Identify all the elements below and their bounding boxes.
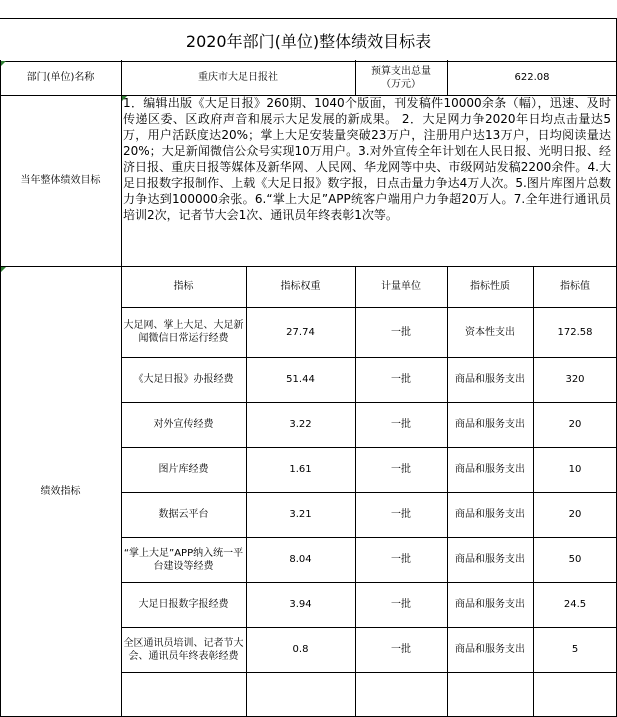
dept-label: 部门(单位)名称 bbox=[26, 72, 95, 83]
table-row-unit: 一批 bbox=[391, 326, 411, 338]
table-row-unit: 一批 bbox=[391, 464, 411, 475]
column-header-indicator: 指标 bbox=[173, 281, 194, 292]
goal-text: 1．编辑出版《大足日报》260期、1040个版面，刊发稿件10000余条（幅），迅速、及时传递区委、区政府声音和展示大足发展的新成果。 2．大足网力争2020年日均点击量达5万，用户活跃度达20%；掌上大足安装量突破23万户，注册用户达13万户，日均阅读量达20%；大足新闻微信公众号实现10万用户。3.对外宣传全年计划在人民日报、光明日报、经济日报、重庆日报等媒体及新华网、人民网、华龙网等中央、市级网站发稿2200余件。4.大足日报数字报制作、上载《大足日报》数字报，日点击量力争达4万人次。5.图片库图片总数力争达到100000余张。6.“掌上大足”APP统客户端用户力争超20万人。7.全年进行通讯员培训2次，记者节大会1次、通讯员年终表彰1次等。 bbox=[123, 96, 611, 222]
table-row-nature: 商品和服务支出 bbox=[455, 509, 525, 520]
table-row-nature: 商品和服务支出 bbox=[455, 464, 525, 475]
page-title: 2020年部门(单位)整体绩效目标表 bbox=[0, 18, 617, 62]
table-row-nature: 商品和服务支出 bbox=[455, 419, 525, 430]
budget-value: 622.08 bbox=[514, 72, 550, 83]
table-row-value: 320 bbox=[565, 374, 585, 385]
table-row-unit: 一批 bbox=[391, 419, 411, 430]
table-row-weight: 0.8 bbox=[292, 644, 309, 655]
table-row-weight: 51.44 bbox=[286, 374, 315, 385]
table-row-name: “掌上大足”APP纳入统一平台建设等经费 bbox=[123, 547, 244, 572]
table-row-value: 20 bbox=[568, 509, 582, 520]
table-row-name: 对外宣传经费 bbox=[153, 419, 214, 430]
table-row-value: 172.58 bbox=[557, 326, 593, 338]
table-row-nature: 资本性支出 bbox=[465, 326, 515, 338]
table-row-name: 大足网、掌上大足、大足新闻微信日常运行经费 bbox=[123, 320, 244, 344]
table-row-unit: 一批 bbox=[391, 374, 411, 385]
column-header-nature: 指标性质 bbox=[470, 281, 510, 292]
table-row-value: 10 bbox=[568, 464, 582, 475]
table-row-name: 《大足日报》办报经费 bbox=[133, 374, 234, 385]
column-header-value: 指标值 bbox=[560, 281, 590, 292]
budget-label bbox=[355, 60, 447, 95]
table-row-weight: 3.21 bbox=[289, 509, 312, 520]
table-row-weight: 8.04 bbox=[289, 554, 312, 565]
table-row-nature: 商品和服务支出 bbox=[455, 554, 525, 565]
table-row-nature: 商品和服务支出 bbox=[455, 374, 525, 385]
table-row-value: 20 bbox=[568, 419, 582, 430]
table-row-weight: 27.74 bbox=[286, 326, 315, 338]
table-row-unit: 一批 bbox=[391, 644, 411, 655]
indicators-label: 绩效指标 bbox=[40, 486, 81, 497]
table-row-unit: 一批 bbox=[391, 599, 411, 610]
table-row-nature: 商品和服务支出 bbox=[455, 599, 525, 610]
goal-label: 当年整体绩效目标 bbox=[20, 175, 101, 186]
table-row-weight: 3.94 bbox=[289, 599, 312, 610]
divider bbox=[121, 672, 617, 673]
table-row-name: 全区通讯员培训、记者节大会、通讯员年终表彰经费 bbox=[123, 637, 244, 662]
table-row-value: 24.5 bbox=[563, 599, 587, 610]
budget-label-line1: 预算支出总量 bbox=[371, 65, 431, 77]
table-row-name: 图片库经费 bbox=[158, 464, 209, 475]
table-row-value: 50 bbox=[568, 554, 582, 565]
table-row-unit: 一批 bbox=[391, 554, 411, 565]
table-row-weight: 3.22 bbox=[289, 419, 312, 430]
budget-label-line2: （万元） bbox=[381, 78, 421, 90]
table-row-nature: 商品和服务支出 bbox=[455, 644, 525, 655]
table-row-weight: 1.61 bbox=[289, 464, 312, 475]
dept-value: 重庆市大足日报社 bbox=[198, 72, 278, 83]
column-header-unit: 计量单位 bbox=[381, 281, 421, 292]
table-row-value: 5 bbox=[571, 644, 579, 655]
divider bbox=[121, 60, 122, 717]
table-row-name: 大足日报数字报经费 bbox=[138, 599, 229, 610]
column-header-weight: 指标权重 bbox=[280, 281, 321, 292]
table-row-unit: 一批 bbox=[391, 509, 411, 520]
table-row-name: 数据云平台 bbox=[158, 509, 209, 520]
